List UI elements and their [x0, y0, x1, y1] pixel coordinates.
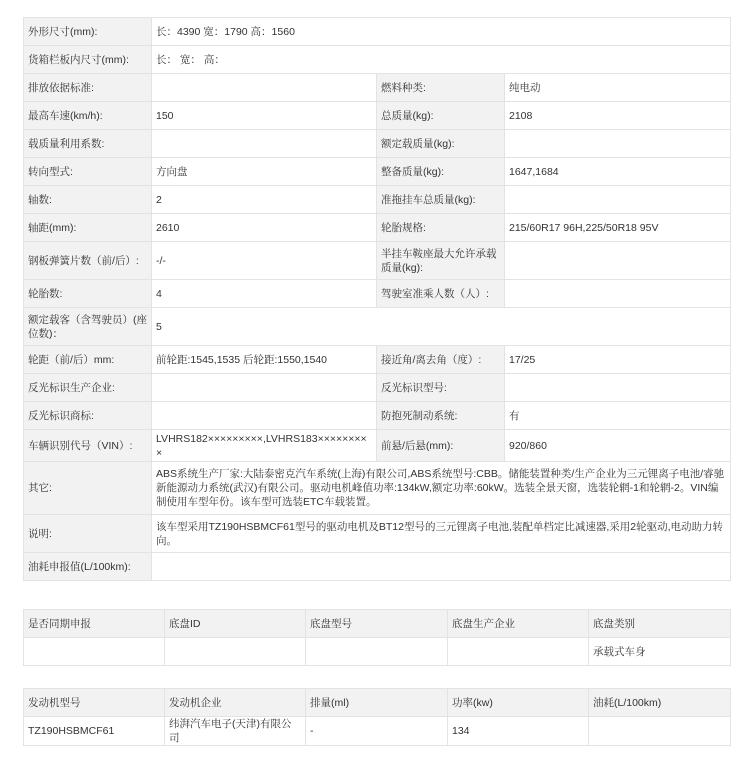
chassis-cell: [306, 638, 448, 666]
seat-capacity-label: 额定载客（含驾驶员）(座位数)：: [24, 308, 152, 346]
emission-standard-label: 排放依据标准:: [24, 74, 152, 102]
curb-mass-label: 整备质量(kg):: [377, 158, 505, 186]
axles-label: 轴数:: [24, 186, 152, 214]
leaf-spring-value: -/-: [152, 242, 377, 280]
chassis-cell: [448, 638, 589, 666]
fuel-type-value: 纯电动: [505, 74, 731, 102]
emission-standard-value: [152, 74, 377, 102]
total-mass-label: 总质量(kg):: [377, 102, 505, 130]
engine-cell: 134: [448, 717, 589, 746]
saddle-load-value: [505, 242, 731, 280]
tire-spec-label: 轮胎规格:: [377, 214, 505, 242]
rated-load-label: 额定载质量(kg):: [377, 130, 505, 158]
abs-label: 防抱死制动系统:: [377, 402, 505, 430]
seat-capacity-value: 5: [152, 308, 731, 346]
cargo-size-label: 货箱栏板内尺寸(mm):: [24, 46, 152, 74]
abs-value: 有: [505, 402, 731, 430]
approach-departure-angle-value: 17/25: [505, 346, 731, 374]
engine-header-cell: 油耗(L/100km): [589, 689, 731, 717]
load-utilization-label: 载质量利用系数:: [24, 130, 152, 158]
cab-occupancy-label: 驾驶室准乘人数（人）:: [377, 280, 505, 308]
overhang-label: 前悬/后悬(mm):: [377, 430, 505, 462]
tire-spec-value: 215/60R17 96H,225/50R18 95V: [505, 214, 731, 242]
leaf-spring-label: 钢板弹簧片数（前/后）:: [24, 242, 152, 280]
fuel-consumption-value: [152, 553, 731, 581]
vin-label: 车辆识别代号（VIN）:: [24, 430, 152, 462]
tire-count-value: 4: [152, 280, 377, 308]
chassis-header-cell: 底盘型号: [306, 610, 448, 638]
reflector-model-value: [505, 374, 731, 402]
max-speed-label: 最高车速(km/h):: [24, 102, 152, 130]
engine-header-cell: 排量(ml): [306, 689, 448, 717]
chassis-header-cell: 底盘生产企业: [448, 610, 589, 638]
chassis-header-cell: 是否同期申报: [24, 610, 165, 638]
chassis-header-cell: 底盘ID: [165, 610, 306, 638]
engine-cell: [589, 717, 731, 746]
other-label: 其它:: [24, 462, 152, 515]
rated-load-value: [505, 130, 731, 158]
reflector-maker-value: [152, 374, 377, 402]
track-width-label: 轮距（前/后）mm:: [24, 346, 152, 374]
chassis-cell: [24, 638, 165, 666]
track-width-value: 前轮距:1545,1535 后轮距:1550,1540: [152, 346, 377, 374]
vin-value: LVHRS182×××××××××,LVHRS183×××××××××: [152, 430, 377, 462]
other-value: ABS系统生产厂家:大陆泰密克汽车系统(上海)有限公司,ABS系统型号:CBB。储能装置种类/生产企业为三元锂离子电池/睿驰新能源动力系统(武汉)有限公司。驱动电机峰值功率:134kW,额定功率:60kW。选装全景天窗，选装轮辋-1和轮辋-2。VIN编制使用车型年份。该车型可选装ETC车载装置。: [152, 462, 731, 515]
engine-cell: TZ190HSBMCF61: [24, 717, 165, 746]
load-utilization-value: [152, 130, 377, 158]
fuel-consumption-label: 油耗申报值(L/100km):: [24, 553, 152, 581]
wheelbase-value: 2610: [152, 214, 377, 242]
reflector-model-label: 反光标识型号:: [377, 374, 505, 402]
dimensions-value: 长：4390 宽：1790 高：1560: [152, 18, 731, 46]
approach-departure-angle-label: 接近角/离去角（度）:: [377, 346, 505, 374]
engine-header-cell: 功率(kw): [448, 689, 589, 717]
engine-header-cell: 发动机企业: [165, 689, 306, 717]
steering-label: 转向型式:: [24, 158, 152, 186]
steering-value: 方向盘: [152, 158, 377, 186]
tire-count-label: 轮胎数:: [24, 280, 152, 308]
total-mass-value: 2108: [505, 102, 731, 130]
engine-cell: -: [306, 717, 448, 746]
reflector-brand-value: [152, 402, 377, 430]
reflector-brand-label: 反光标识商标:: [24, 402, 152, 430]
engine-cell: 纬湃汽车电子(天津)有限公司: [165, 717, 306, 746]
curb-mass-value: 1647,1684: [505, 158, 731, 186]
wheelbase-label: 轴距(mm):: [24, 214, 152, 242]
vehicle-spec-table: [23, 17, 731, 581]
axles-value: 2: [152, 186, 377, 214]
dimensions-label: 外形尺寸(mm):: [24, 18, 152, 46]
trailer-mass-value: [505, 186, 731, 214]
engine-table: [23, 688, 731, 746]
overhang-value: 920/860: [505, 430, 731, 462]
fuel-type-label: 燃料种类:: [377, 74, 505, 102]
cab-occupancy-value: [505, 280, 731, 308]
note-value: 该车型采用TZ190HSBMCF61型号的驱动电机及BT12型号的三元锂离子电池,装配单档定比减速器,采用2轮驱动,电动助力转向。: [152, 515, 731, 553]
reflector-maker-label: 反光标识生产企业:: [24, 374, 152, 402]
engine-header-cell: 发动机型号: [24, 689, 165, 717]
max-speed-value: 150: [152, 102, 377, 130]
cargo-size-value: 长： 宽： 高：: [152, 46, 731, 74]
note-label: 说明:: [24, 515, 152, 553]
saddle-load-label: 半挂车鞍座最大允许承载质量(kg):: [377, 242, 505, 280]
chassis-cell: [165, 638, 306, 666]
trailer-mass-label: 准拖挂车总质量(kg):: [377, 186, 505, 214]
chassis-cell: 承载式车身: [589, 638, 731, 666]
chassis-table: [23, 609, 731, 666]
chassis-header-cell: 底盘类别: [589, 610, 731, 638]
